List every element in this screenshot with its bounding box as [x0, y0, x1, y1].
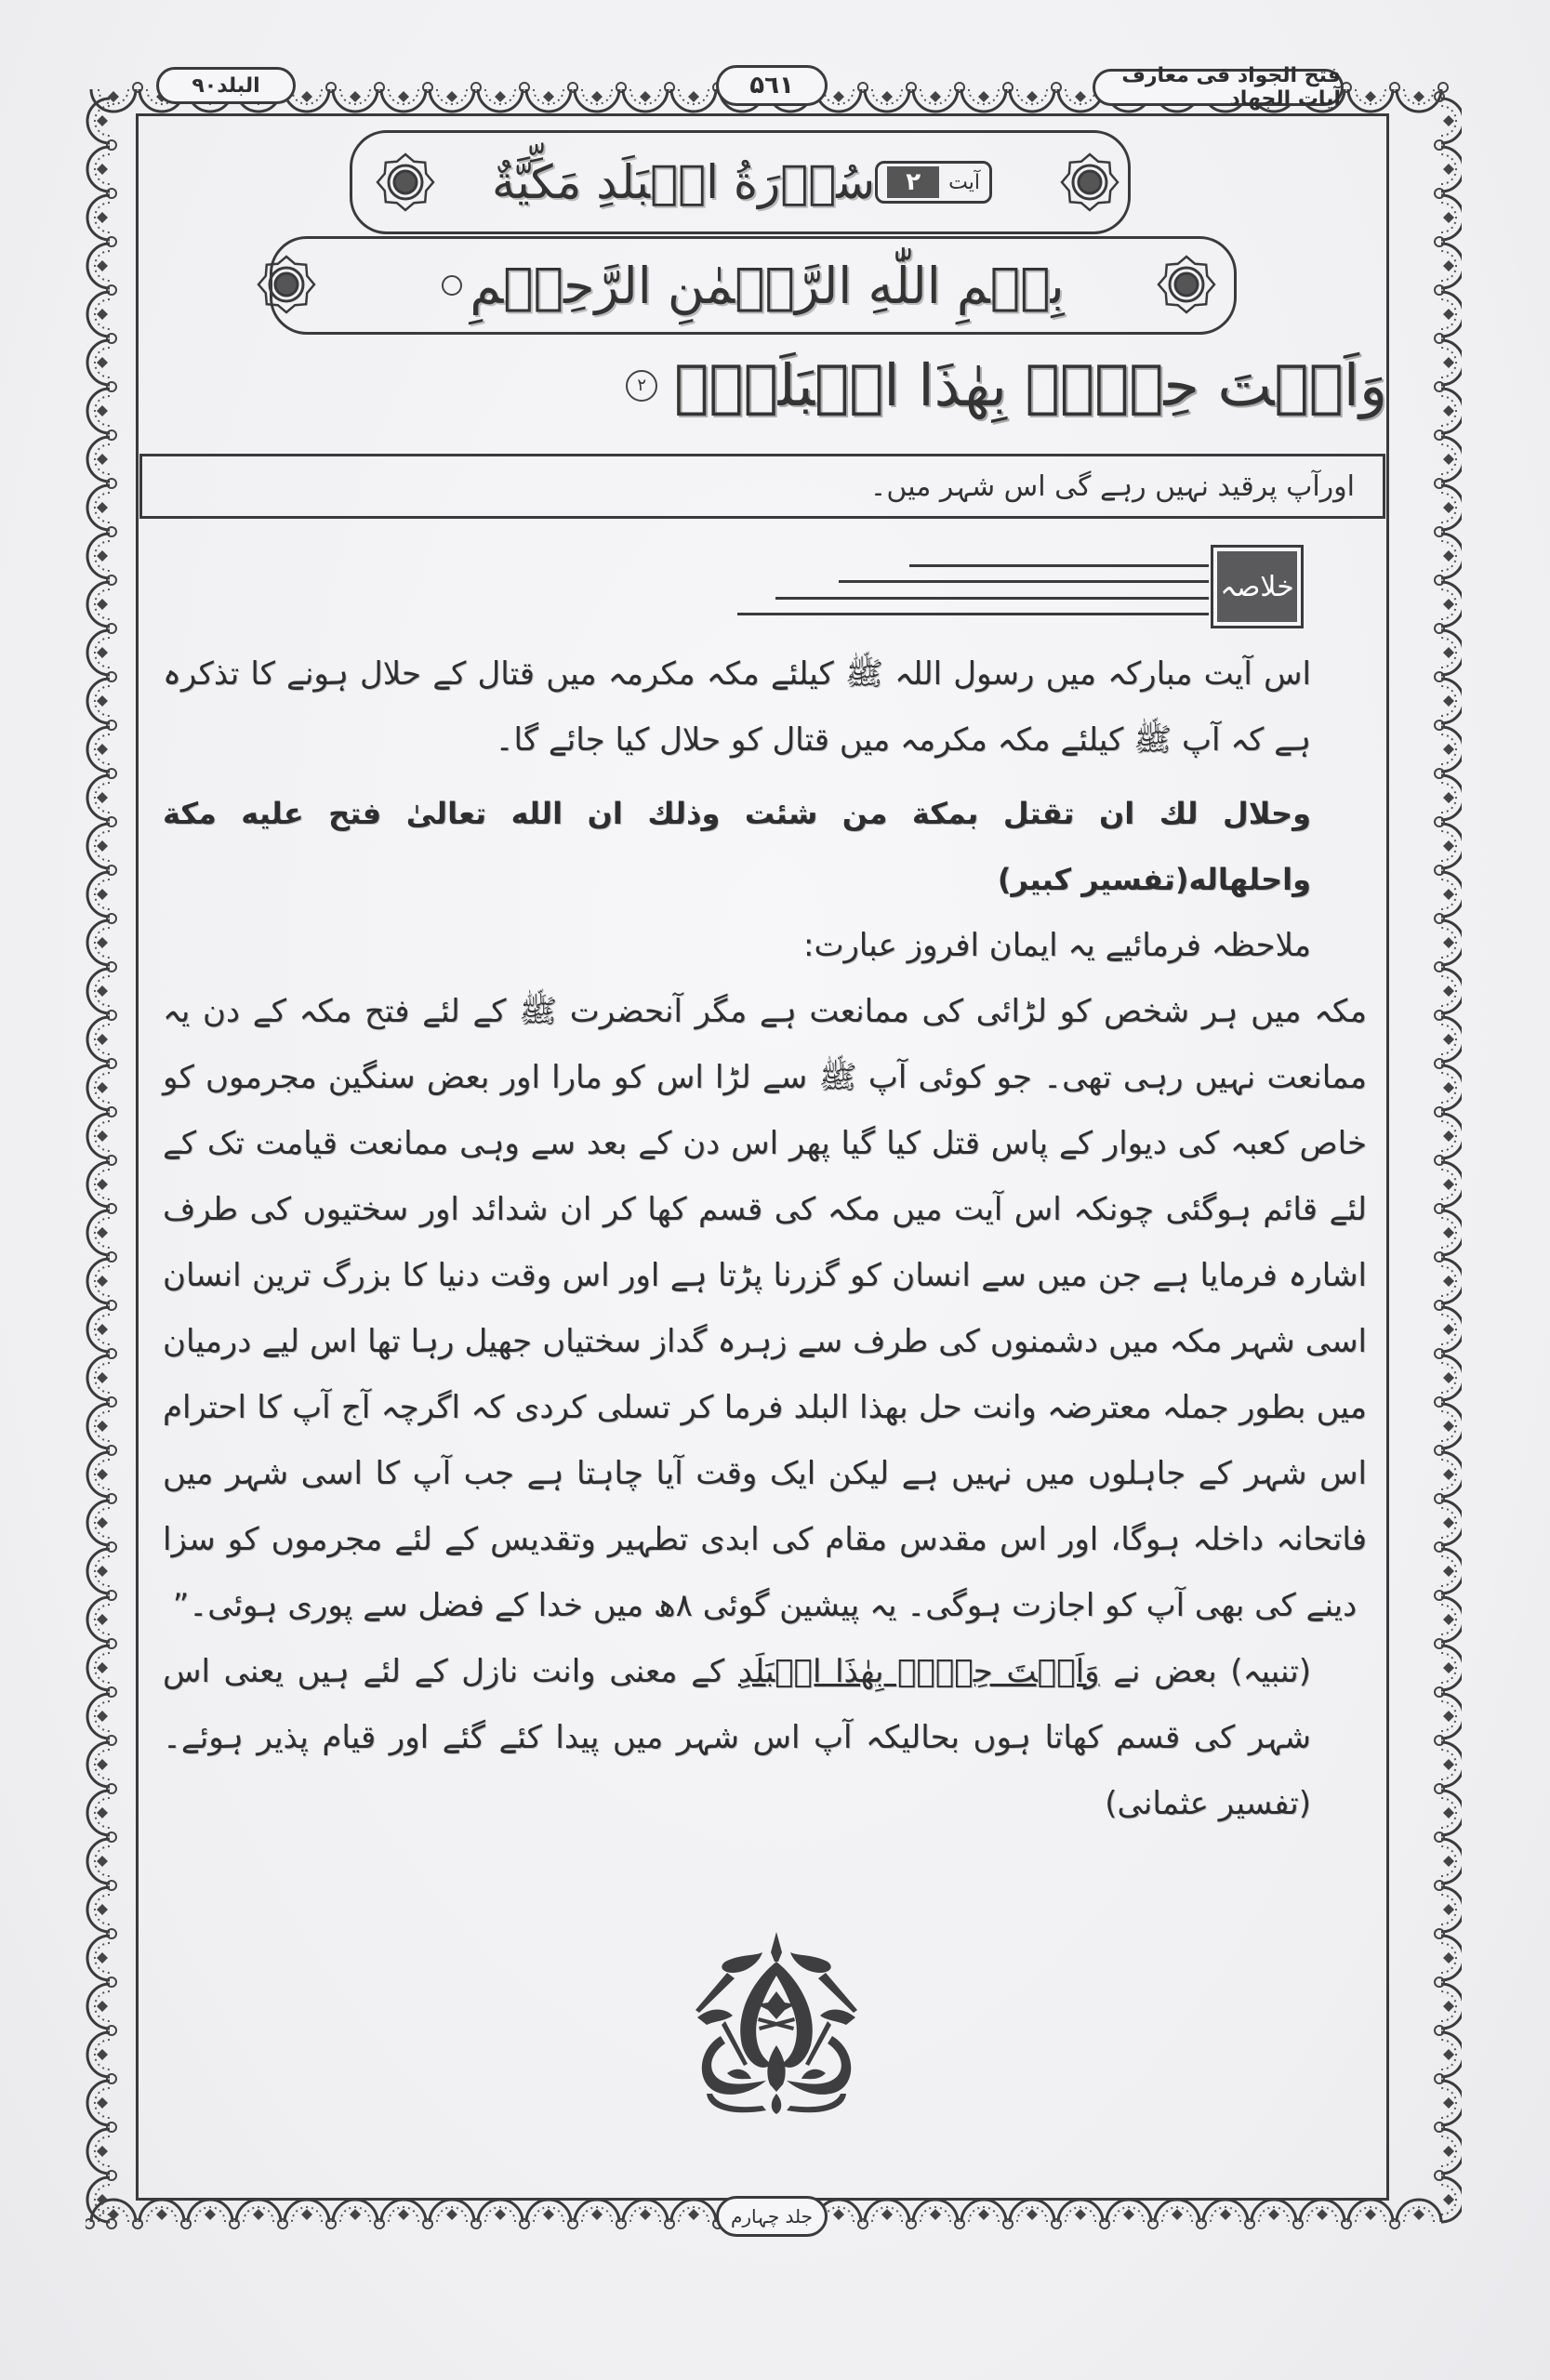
border-scallop [1435, 1687, 1462, 1739]
border-scallop [230, 2200, 281, 2228]
translation-text: اورآپ پرقید نہیں رہے گی اس شہر میں۔ [869, 469, 1355, 503]
border-scallop [1435, 1107, 1462, 1158]
border-scallop [1435, 624, 1462, 675]
border-scallop [87, 195, 116, 246]
border-scallop [1197, 2200, 1248, 2228]
border-scallop [87, 244, 116, 295]
arabic-citation: وحلال لك ان تقتل بمكة من شئت وذلك ان الله تعالىٰ فتح عليه مكة واحلهاله(تفسير كبير) [163, 796, 1311, 897]
border-scallop [1435, 334, 1462, 385]
border-scallop [1435, 1494, 1462, 1545]
border-scallop [568, 2200, 619, 2228]
border-scallop [478, 83, 529, 112]
paragraph-intro: ملاحظہ فرمائیے یہ ایمان افروز عبارت: [803, 927, 1311, 964]
verse-end-circle-icon [442, 275, 462, 296]
border-scallop [91, 83, 142, 112]
border-scallop [1397, 83, 1448, 112]
border-scallop [1435, 1591, 1462, 1642]
paragraph-quote: مکہ میں ہر شخص کو لڑائی کی ممانعت ہے مگر آنحضرت ﷺ کے لئے فتح مکہ کے دن یہ ممانعت نہیں رہی تھی۔ جو کوئی آپ ﷺ سے لڑا اس کو مارا اور بعض سنگین مجرموں کو خاص کعبہ کی دیوار کے پاس قتل کیا گیا پھر اس دن کے بعد سے وہی ممانعت قیامت تک کے لئے قائم ہوگئی چونکہ اس آیت میں مکہ کی قسم کھا کر ان شدائد اور سختیوں کی طرف اشارہ فرمایا ہے جن میں سے انسان کو گزرنا پڑتا ہے اور اس وقت دنیا کا بزرگ ترین انسان اسی شہر مکہ میں دشمنوں کی طرف سے زہرہ گداز سختیاں جھیل رہا تھا اس لیے درمیان میں بطور جملہ معترضہ وانت حل بھذا البلد فرما کر تسلی کردی کہ اگرچہ آج آپ کا احترام اس شہر کے جاہلوں میں نہیں ہے لیکن ایک وقت آیا چاہتا ہے جب آپ کا اسی شہر میں فاتحانہ داخلہ ہوگا، اور اس مقدس مقام کی ابدی تطہیر وتقدیس کے لئے مجرموں کو سزا دینے کی بھی آپ کو اجازت ہوگی۔ یہ پیشین گوئی ۸ھ میں خدا کے فضل سے پوری ہوئی۔” [163, 993, 1367, 1624]
border-scallop [1435, 866, 1462, 917]
border-scallop [1435, 1929, 1462, 1980]
border-scallop [87, 1984, 116, 2035]
border-scallop [1435, 914, 1462, 965]
border-scallop [671, 83, 722, 112]
border-scallop [1435, 382, 1462, 433]
border-scallop [1435, 1736, 1462, 1787]
border-scallop [1435, 1156, 1462, 1207]
border-scallop [87, 630, 116, 681]
body-text [163, 641, 1367, 1837]
border-scallop [1435, 2026, 1462, 2077]
rosette-icon [1060, 152, 1119, 212]
surah-title-frame [350, 130, 1131, 234]
border-scallop [87, 1114, 116, 1165]
border-scallop [87, 920, 116, 972]
border-scallop [1052, 2200, 1103, 2228]
translation-box [139, 454, 1385, 519]
paragraph-summary: اس آیت مبارکہ میں رسول اللہ ﷺ کیلئے مکہ مکرمہ میں قتال کے حلال ہونے کا تذکرہ ہے کہ آپ ﷺ کیلئے مکہ مکرمہ میں قتال کو حلال کیا جائے گا۔ [163, 655, 1311, 759]
border-scallop [907, 2200, 958, 2228]
border-scallop [1435, 2122, 1462, 2174]
border-scallop [865, 83, 916, 112]
border-scallop [1003, 2200, 1054, 2228]
border-scallop [87, 2032, 116, 2083]
heading-rule [909, 564, 1209, 567]
border-scallop [87, 727, 116, 778]
ayah-count-badge [875, 161, 992, 204]
border-scallop [430, 83, 481, 112]
paragraph-note [163, 1639, 1367, 1837]
border-scallop [87, 437, 116, 488]
border-scallop [1245, 2200, 1296, 2228]
heading-rule [775, 597, 1209, 600]
border-scallop [1435, 1397, 1462, 1448]
border-scallop [1435, 721, 1462, 772]
border-scallop [87, 1452, 116, 1503]
border-scallop [1348, 83, 1399, 112]
border-scallop [1435, 769, 1462, 820]
surah-name: سُوۡرَةُ الۡبَلَدِ مَكِّيَّةٌ [492, 155, 876, 209]
heading-rule [737, 613, 1209, 615]
border-scallop [87, 1017, 116, 1068]
border-scallop [913, 83, 964, 112]
border-scallop [326, 2200, 378, 2228]
border-scallop [87, 1259, 116, 1310]
border-scallop [381, 83, 432, 112]
border-scallop [471, 2200, 523, 2228]
border-scallop [87, 389, 116, 440]
page-number: ۵٦۱ [716, 65, 828, 106]
border-scallop [87, 1839, 116, 1890]
summary-heading-badge [1211, 545, 1304, 628]
border-scallop [87, 1887, 116, 1938]
ayah-marker: ۲ [626, 370, 657, 402]
border-scallop [87, 582, 116, 633]
border-scallop [1435, 1204, 1462, 1255]
border-scallop [87, 1646, 116, 1697]
border-scallop [87, 485, 116, 536]
border-scallop [1435, 285, 1462, 337]
border-scallop [87, 147, 116, 198]
border-scallop [1435, 817, 1462, 868]
border-scallop [1435, 1639, 1462, 1690]
border-scallop [1435, 575, 1462, 627]
heading-rule [839, 580, 1209, 583]
border-scallop [1435, 1301, 1462, 1352]
border-scallop [1010, 83, 1061, 112]
border-scallop [87, 99, 116, 150]
border-scallop [1390, 2200, 1441, 2228]
border-scallop [87, 1597, 116, 1648]
border-scallop [623, 83, 674, 112]
volume-label: جلد چہارم [716, 2196, 828, 2237]
border-scallop [87, 775, 116, 826]
border-scallop [87, 872, 116, 923]
border-scallop [1435, 140, 1462, 192]
border-scallop [1342, 2200, 1393, 2228]
border-scallop [87, 824, 116, 875]
border-scallop [526, 83, 577, 112]
border-scallop [333, 83, 384, 112]
border-scallop [961, 83, 1013, 112]
border-scallop [1293, 2200, 1345, 2228]
rosette-icon [376, 152, 435, 212]
border-scallop [87, 679, 116, 730]
closing-ornament-icon [669, 1924, 883, 2129]
border-scallop [87, 2129, 116, 2180]
border-scallop [87, 1162, 116, 1213]
border-scallop [1435, 1832, 1462, 1884]
ayah-number: ۲ [887, 166, 939, 198]
bismillah-frame [270, 236, 1237, 335]
border-scallop [1435, 479, 1462, 530]
bismillah: بِسۡمِ اللّٰهِ الرَّحۡمٰنِ الرَّحِيۡمِ [470, 256, 1065, 315]
border-scallop [87, 1355, 116, 1407]
note-text: کے معنی وانت نازل کے لئے ہیں یعنی اس شہر کی قسم کھاتا ہوں بحالیکہ آپ اس شہر میں پیدا کئے گئے اور قیام پذیر ہوئے۔ [163, 1653, 1311, 1756]
rosette-icon [1157, 255, 1216, 314]
border-scallop [616, 2200, 668, 2228]
border-scallop [87, 969, 116, 1020]
border-scallop [1435, 1011, 1462, 1062]
ayah-arabic: وَاَنۡتَ حِلٌّۢ بِهٰذَا الۡبَلَدِۙ [674, 351, 1387, 419]
ayah-text [626, 351, 1387, 419]
border-scallop [1435, 672, 1462, 723]
border-scallop [1100, 2200, 1151, 2228]
border-scallop [1435, 189, 1462, 240]
border-scallop [1435, 430, 1462, 482]
note-ayah-quote: وَاَنۡتَ حِلٌّۢ بِهٰذَا الۡبَلَدِ [737, 1653, 1100, 1690]
border-scallop [87, 1694, 116, 1745]
ayah-label: آیت [948, 170, 980, 194]
border-scallop [858, 2200, 909, 2228]
border-scallop [87, 1791, 116, 1842]
rosette-icon [257, 255, 316, 314]
border-scallop [87, 1307, 116, 1358]
border-scallop [665, 2200, 716, 2228]
border-scallop [375, 2200, 426, 2228]
border-scallop [278, 2200, 329, 2228]
border-scallop [133, 2200, 184, 2228]
border-scallop [520, 2200, 571, 2228]
border-scallop [87, 340, 116, 391]
border-scallop [87, 534, 116, 585]
border-scallop [87, 1936, 116, 1987]
border-scallop [1435, 1977, 1462, 2029]
border-scallop [575, 83, 626, 112]
border-scallop [87, 1404, 116, 1455]
surah-reference: البلد۹۰ [156, 67, 296, 104]
note-citation: (تفسیر عثمانی) [1105, 1785, 1311, 1822]
border-scallop [1435, 1881, 1462, 1932]
note-prefix: (تنبیہ) بعض نے [1113, 1653, 1311, 1690]
border-scallop [1435, 527, 1462, 578]
border-scallop [1435, 1784, 1462, 1835]
border-scallop [1435, 1059, 1462, 1110]
border-scallop [87, 1210, 116, 1262]
border-scallop [1435, 2074, 1462, 2125]
border-scallop [1435, 962, 1462, 1013]
border-scallop [87, 1549, 116, 1600]
border-scallop [87, 1742, 116, 1793]
border-scallop [1435, 1446, 1462, 1497]
border-scallop [1435, 237, 1462, 288]
border-scallop [87, 292, 116, 343]
border-scallop [87, 2081, 116, 2132]
border-scallop [181, 2200, 232, 2228]
border-scallop [1435, 1252, 1462, 1303]
border-scallop [423, 2200, 474, 2228]
border-scallop [1435, 1349, 1462, 1400]
summary-heading: خلاصہ [1217, 551, 1297, 622]
border-scallop [1435, 1542, 1462, 1593]
border-scallop [955, 2200, 1006, 2228]
border-scallop [87, 1501, 116, 1552]
border-scallop [87, 1065, 116, 1117]
border-scallop [1148, 2200, 1199, 2228]
running-title: فتح الجواد فی معارف آیات الجهاد [1093, 69, 1344, 106]
